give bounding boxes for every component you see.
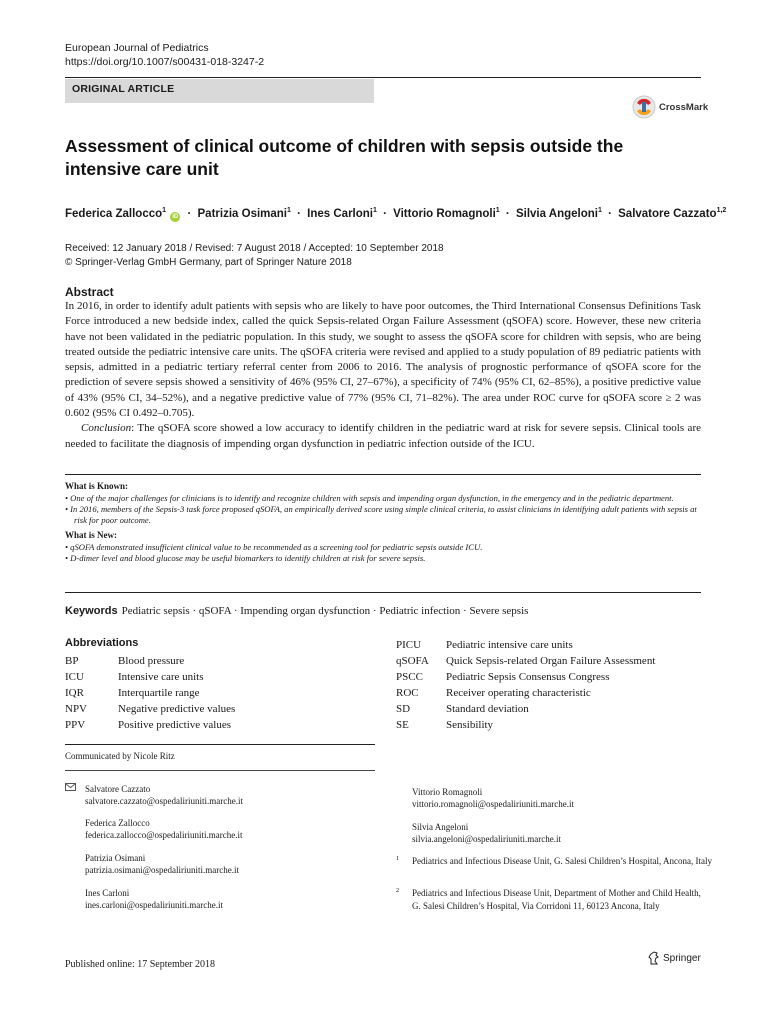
contact-name: Patrizia Osimani xyxy=(85,853,146,863)
abbr: BP xyxy=(65,655,79,667)
contact-name: Vittorio Romagnoli xyxy=(412,787,483,797)
keywords-text: Pediatric sepsis · qSOFA · Impending organ dysfunction · Pediatric infection · Severe sepsis xyxy=(121,605,529,617)
contact-block xyxy=(412,821,561,845)
author-affiliation: 1 xyxy=(372,207,377,214)
contact-block xyxy=(85,887,223,911)
doi-link[interactable]: https://doi.org/10.1007/s00431-018-3247-2 xyxy=(65,56,265,68)
contact-email[interactable]: vittorio.romagnoli@ospedaliriuniti.marche.it xyxy=(412,799,575,809)
abbr: SE xyxy=(396,719,409,731)
crossmark-label: CrossMark xyxy=(659,101,709,113)
abbreviation-row xyxy=(65,653,235,669)
abbreviation-row xyxy=(65,701,235,717)
abbreviation-row xyxy=(65,685,235,701)
abbr: ROC xyxy=(396,687,419,699)
contact-block xyxy=(412,786,574,810)
published-online: Published online: 17 September 2018 xyxy=(65,959,215,970)
abbr-full: Sensibility xyxy=(446,719,494,731)
author-name[interactable]: Silvia Angeloni xyxy=(515,207,598,220)
article-type-band: ORIGINAL ARTICLE xyxy=(65,79,374,103)
author-affiliation: 1 xyxy=(287,207,291,214)
affiliation-text: Pediatrics and Infectious Disease Unit, G. Salesi Children’s Hospital, Ancona, Italy xyxy=(412,856,712,866)
abbreviation-row xyxy=(65,717,235,733)
author-name[interactable]: Federica Zallocco xyxy=(65,207,163,220)
abbreviation-row xyxy=(396,685,655,701)
abbr: NPV xyxy=(65,703,88,715)
abbr-full: Negative predictive values xyxy=(118,703,236,715)
abbr: qSOFA xyxy=(396,655,429,667)
abstract-body xyxy=(65,299,701,452)
contact-email[interactable]: federica.zallocco@ospedaliriuniti.marche.it xyxy=(85,830,243,840)
publisher-name: Springer xyxy=(663,952,701,964)
author-separator: · xyxy=(297,207,301,220)
keywords-label: Keywords xyxy=(65,605,118,617)
abstract-text: In 2016, in order to identify adult patients with sepsis who are likely to have poor outcomes, the Third International Consensus Definitions Task Force introduced a new bedside index, called the quick Sepsis-related Organ Failure Assessment (qSOFA) score. However, these new criteria have not been validated in the pediatric population. In this study, we sought to assess the qSOFA score for children with sepsis, who are being treated outside the pediatric intensive care units. The qSOFA criteria were revised and applied to a study population of 89 pediatric patients with sepsis, admitted in a pediatric tertiary referral center from 2006 to 2016. The analysis of prognostic performance of qSOFA score for the prediction of severe sepsis showed a sensitivity of 46% (95% CI, 27–67%), a specificity of 74% (95% CI, 62–85%), a positive predictive value of 43% (95% CI, 34–52%), and a negative predictive value of 77% (95% CI, 71–82%). The area under ROC curve for qSOFA score ≥ 2 was 0.602 (95% CI 0.492–0.705). xyxy=(65,300,701,420)
abbr: IQR xyxy=(65,687,84,699)
section-rule xyxy=(65,744,375,745)
contact-email[interactable]: silvia.angeloni@ospedaliriuniti.marche.it xyxy=(412,834,562,844)
abbreviations-heading: Abbreviations xyxy=(65,637,139,649)
abbr-full: Blood pressure xyxy=(118,655,185,667)
known-heading: What is Known: xyxy=(65,481,129,491)
abbr: PSCC xyxy=(396,671,423,683)
affiliation-number: 2 xyxy=(396,887,400,894)
contact-email[interactable]: salvatore.cazzato@ospedaliriuniti.marche.it xyxy=(85,796,243,806)
crossmark-badge[interactable] xyxy=(632,94,708,120)
author-separator: · xyxy=(608,207,612,220)
abbreviation-row xyxy=(396,701,655,717)
contact-name: Ines Carloni xyxy=(85,888,130,898)
abbreviation-row xyxy=(396,653,655,669)
author-affiliation: 1 xyxy=(495,207,500,214)
history-dates: Received: 12 January 2018 / Revised: 7 August 2018 / Accepted: 10 September 2018 xyxy=(65,243,444,254)
affiliation-number: 1 xyxy=(396,855,400,862)
contact-email[interactable]: ines.carloni@ospedaliriuniti.marche.it xyxy=(85,900,223,910)
article-title: Assessment of clinical outcome of children with sepsis outside the intensive care unit xyxy=(65,136,624,179)
abbreviations-left xyxy=(65,653,235,733)
abbreviation-row xyxy=(396,669,655,685)
contact-name: Silvia Angeloni xyxy=(412,822,469,832)
author-separator: · xyxy=(187,207,192,220)
abbr-full: Pediatric intensive care units xyxy=(446,639,573,651)
abbr-full: Positive predictive values xyxy=(118,719,232,731)
author-name[interactable]: Ines Carloni xyxy=(307,207,373,220)
journal-header xyxy=(65,41,264,69)
contact-block xyxy=(85,852,239,876)
header-rule xyxy=(65,77,701,78)
envelope-icon xyxy=(65,783,76,791)
abbr-full: Receiver operating characteristic xyxy=(446,687,591,699)
author-separator: · xyxy=(505,207,510,220)
crossmark-icon xyxy=(632,95,656,119)
article-dates xyxy=(65,242,444,269)
affiliation-text: Pediatrics and Infectious Disease Unit, Department of Mother and Child Health, G. Salesi Children’s Hospital, Via Corridoni 11, 60123 Ancona, Italy xyxy=(412,888,701,911)
author-affiliation: 1,2 xyxy=(716,207,727,214)
new-heading: What is New: xyxy=(65,530,117,541)
communicated-by: Communicated by Nicole Ritz xyxy=(65,751,175,761)
author-list xyxy=(65,203,745,222)
footnote-rule xyxy=(65,770,375,771)
contact-name: Salvatore Cazzato xyxy=(85,784,151,794)
known-item: • One of the major challenges for clinicians is to identify and recognize children with sepsis and impending organ dysfunction, in the emergency and in the pediatric department. xyxy=(65,492,674,503)
abbreviation-row xyxy=(65,669,235,685)
journal-name: European Journal of Pediatrics xyxy=(65,42,209,54)
abbr: ICU xyxy=(65,671,84,683)
author-affiliation: 1 xyxy=(597,207,602,214)
abbreviations-right xyxy=(396,637,655,733)
new-item: • qSOFA demonstrated insufficient clinical value to be recommended as a screening tool for pediatric sepsis outside ICU. xyxy=(65,541,483,552)
conclusion-text: : The qSOFA score showed a low accuracy to identify children in the pediatric ward at risk for severe sepsis. Clinical tools are needed to facilitate the diagnosis of impending organ dysfunction in pediatric infection outside of the ICU. xyxy=(65,422,701,450)
springer-logo xyxy=(648,951,701,965)
abbr: PPV xyxy=(65,719,86,731)
contact-block xyxy=(85,817,242,841)
abbr: PICU xyxy=(396,639,422,651)
abbreviation-row xyxy=(396,637,655,653)
abbr-full: Standard deviation xyxy=(446,703,529,715)
abbr-full: Pediatric Sepsis Consensus Congress xyxy=(446,671,610,683)
contact-name: Federica Zallocco xyxy=(85,818,150,828)
abbr-full: Intensive care units xyxy=(118,671,204,683)
copyright-line: © Springer-Verlag GmbH Germany, part of Springer Nature 2018 xyxy=(65,256,352,268)
author-name[interactable]: Patrizia Osimani xyxy=(197,207,287,220)
author-name[interactable]: Salvatore Cazzato xyxy=(618,207,717,220)
author-affiliation: 1 xyxy=(162,207,167,214)
author-name[interactable]: Vittorio Romagnoli xyxy=(393,207,496,220)
abstract-heading: Abstract xyxy=(65,285,114,299)
abbreviation-row xyxy=(396,717,655,733)
key-points-box xyxy=(65,474,701,593)
known-item: • In 2016, members of the Sepsis-3 task force proposed qSOFA, an empirically derived score using simple clinical criteria, to assist clinicians in identifying adult patients with sepsis at risk for poor outcome. xyxy=(65,503,697,525)
keywords xyxy=(65,604,701,619)
contact-email[interactable]: patrizia.osimani@ospedaliriuniti.marche.it xyxy=(85,865,239,875)
springer-horse-icon xyxy=(648,951,660,965)
conclusion-label: Conclusion xyxy=(81,422,132,435)
orcid-icon[interactable]: iD xyxy=(172,213,179,220)
abbr: SD xyxy=(396,703,411,715)
new-item: • D-dimer level and blood glucose may be useful biomarkers to identify children at risk for severe sepsis. xyxy=(65,552,426,563)
contact-block xyxy=(85,783,243,807)
abbr-full: Quick Sepsis-related Organ Failure Assessment xyxy=(446,655,656,667)
abbr-full: Interquartile range xyxy=(118,687,200,699)
abstract-conclusion xyxy=(65,421,701,452)
author-separator: · xyxy=(383,207,387,220)
